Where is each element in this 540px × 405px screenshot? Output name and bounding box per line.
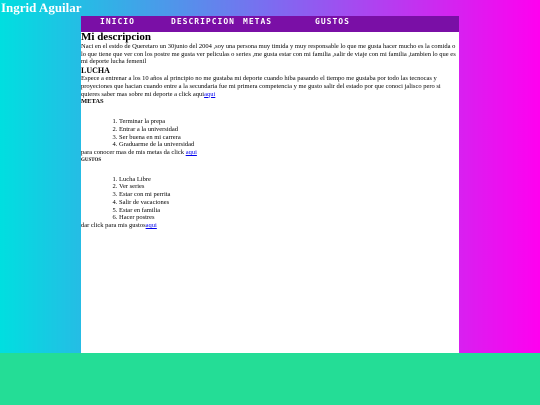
list-item: 5. Estar en familia bbox=[119, 207, 459, 215]
lucha-paragraph bbox=[81, 75, 459, 98]
description-text: Naci en el estdo de Queretaro un 30junio del 2004 ,soy una persona muy timida y muy responsable lo que me gusta hacer mucho es la comida o lo que tiene que ver con los postre me gusta ver peliculas o series ,me gusta estar con mi familia ,salir de viaje con mi familia ,tambien lo que es mi deporte lucha femenil bbox=[81, 43, 456, 66]
list-item: 3. Estar con mi perrita bbox=[119, 191, 459, 199]
nav-link-gustos[interactable]: GUSTOS bbox=[315, 17, 350, 26]
gustos-heading: GUSTOS bbox=[81, 157, 102, 163]
nav-link-inicio[interactable]: INICIO bbox=[100, 17, 135, 26]
gustos-section bbox=[81, 157, 459, 230]
metas-footer-text: para conocer mas de mis metas da click bbox=[81, 149, 186, 157]
spacer bbox=[81, 164, 459, 176]
gustos-footer-text: dar click para mis gustos bbox=[81, 221, 146, 229]
lucha-link[interactable]: aqui bbox=[204, 90, 216, 98]
bottom-band bbox=[0, 353, 540, 405]
lucha-section bbox=[81, 66, 459, 98]
site-title: Ingrid Aguilar bbox=[1, 0, 82, 15]
nav-link-descripcion[interactable]: DESCRIPCION bbox=[171, 17, 235, 26]
list-item: 2. Entrar a la universidad bbox=[119, 126, 459, 134]
nav-link-metas[interactable]: METAS bbox=[243, 17, 273, 26]
list-item: 4. Graduarme de la universidad bbox=[119, 141, 459, 149]
list-item: 2. Ver series bbox=[119, 183, 459, 191]
spacer bbox=[81, 106, 459, 118]
list-item: 4. Salir de vacaciones bbox=[119, 199, 459, 207]
list-item: 1. Terminar la prepa bbox=[119, 118, 459, 126]
lucha-text: Espece a entrenar a los 10 años al principio no me gustaba mi deporte cuando hiba pasando el tiempo me gustaba por todo las tecnocas y proyeciones que hacian cuando entre a la secundaria fue mi primera competencia y me gusto salir del estado por que conoci jalisco pero si quieres saber mas sobre mi deporte a click aqui bbox=[81, 75, 441, 98]
list-item: 3. Ser buena en mi carrera bbox=[119, 134, 459, 142]
metas-footer bbox=[81, 149, 459, 157]
metas-list bbox=[81, 118, 459, 149]
gustos-list bbox=[81, 176, 459, 222]
description-section bbox=[81, 32, 459, 66]
list-item: 1. Lucha Libre bbox=[119, 176, 459, 184]
gustos-footer bbox=[81, 222, 459, 230]
metas-link[interactable]: aqui bbox=[185, 149, 197, 157]
description-heading: Mi descripcion bbox=[81, 31, 151, 43]
metas-section bbox=[81, 98, 459, 157]
navbar bbox=[81, 16, 459, 32]
lucha-heading: LUCHA bbox=[81, 66, 110, 76]
gustos-link[interactable]: aqui bbox=[145, 221, 157, 229]
metas-heading: METAS bbox=[81, 98, 104, 106]
main-content bbox=[81, 32, 459, 353]
list-item: 6. Hacer postres bbox=[119, 214, 459, 222]
